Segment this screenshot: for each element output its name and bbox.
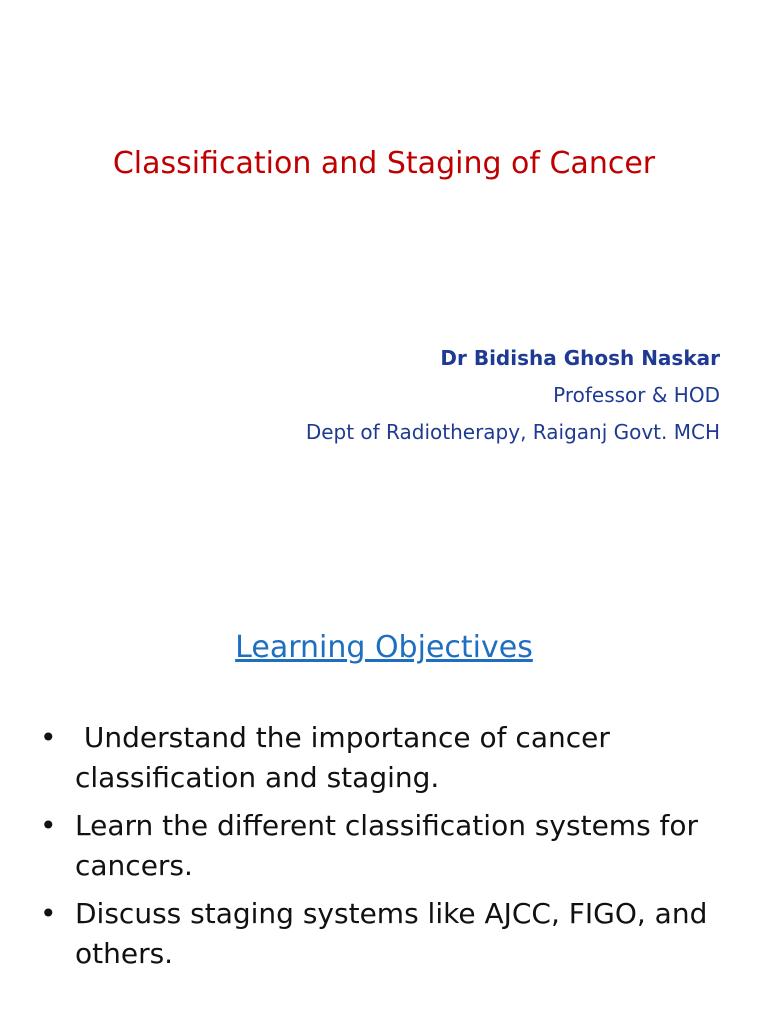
- slide-title: Classification and Staging of Cancer: [112, 146, 656, 181]
- objective-text: Learn the different classification systems for cancers.: [75, 809, 699, 882]
- objective-item: [40, 806, 730, 886]
- bullet-icon: •: [40, 809, 57, 842]
- objective-item: [40, 718, 730, 798]
- objective-text: Discuss staging systems like AJCC, FIGO, and others.: [75, 897, 708, 970]
- bullet-icon: •: [40, 721, 57, 754]
- author-department: Dept of Radiotherapy, Raiganj Govt. MCH: [305, 420, 720, 444]
- author-name: Dr Bidisha Ghosh Naskar: [440, 346, 720, 370]
- objective-text: Understand the importance of cancer classification and staging.: [75, 721, 619, 794]
- objectives-slide: [0, 512, 768, 1024]
- objectives-heading-link[interactable]: Learning Objectives: [235, 630, 533, 665]
- bullet-icon: •: [40, 897, 57, 930]
- author-block: [306, 340, 720, 451]
- objective-item: [40, 894, 730, 974]
- objectives-list: [40, 718, 730, 982]
- author-role: Professor & HOD: [553, 383, 720, 407]
